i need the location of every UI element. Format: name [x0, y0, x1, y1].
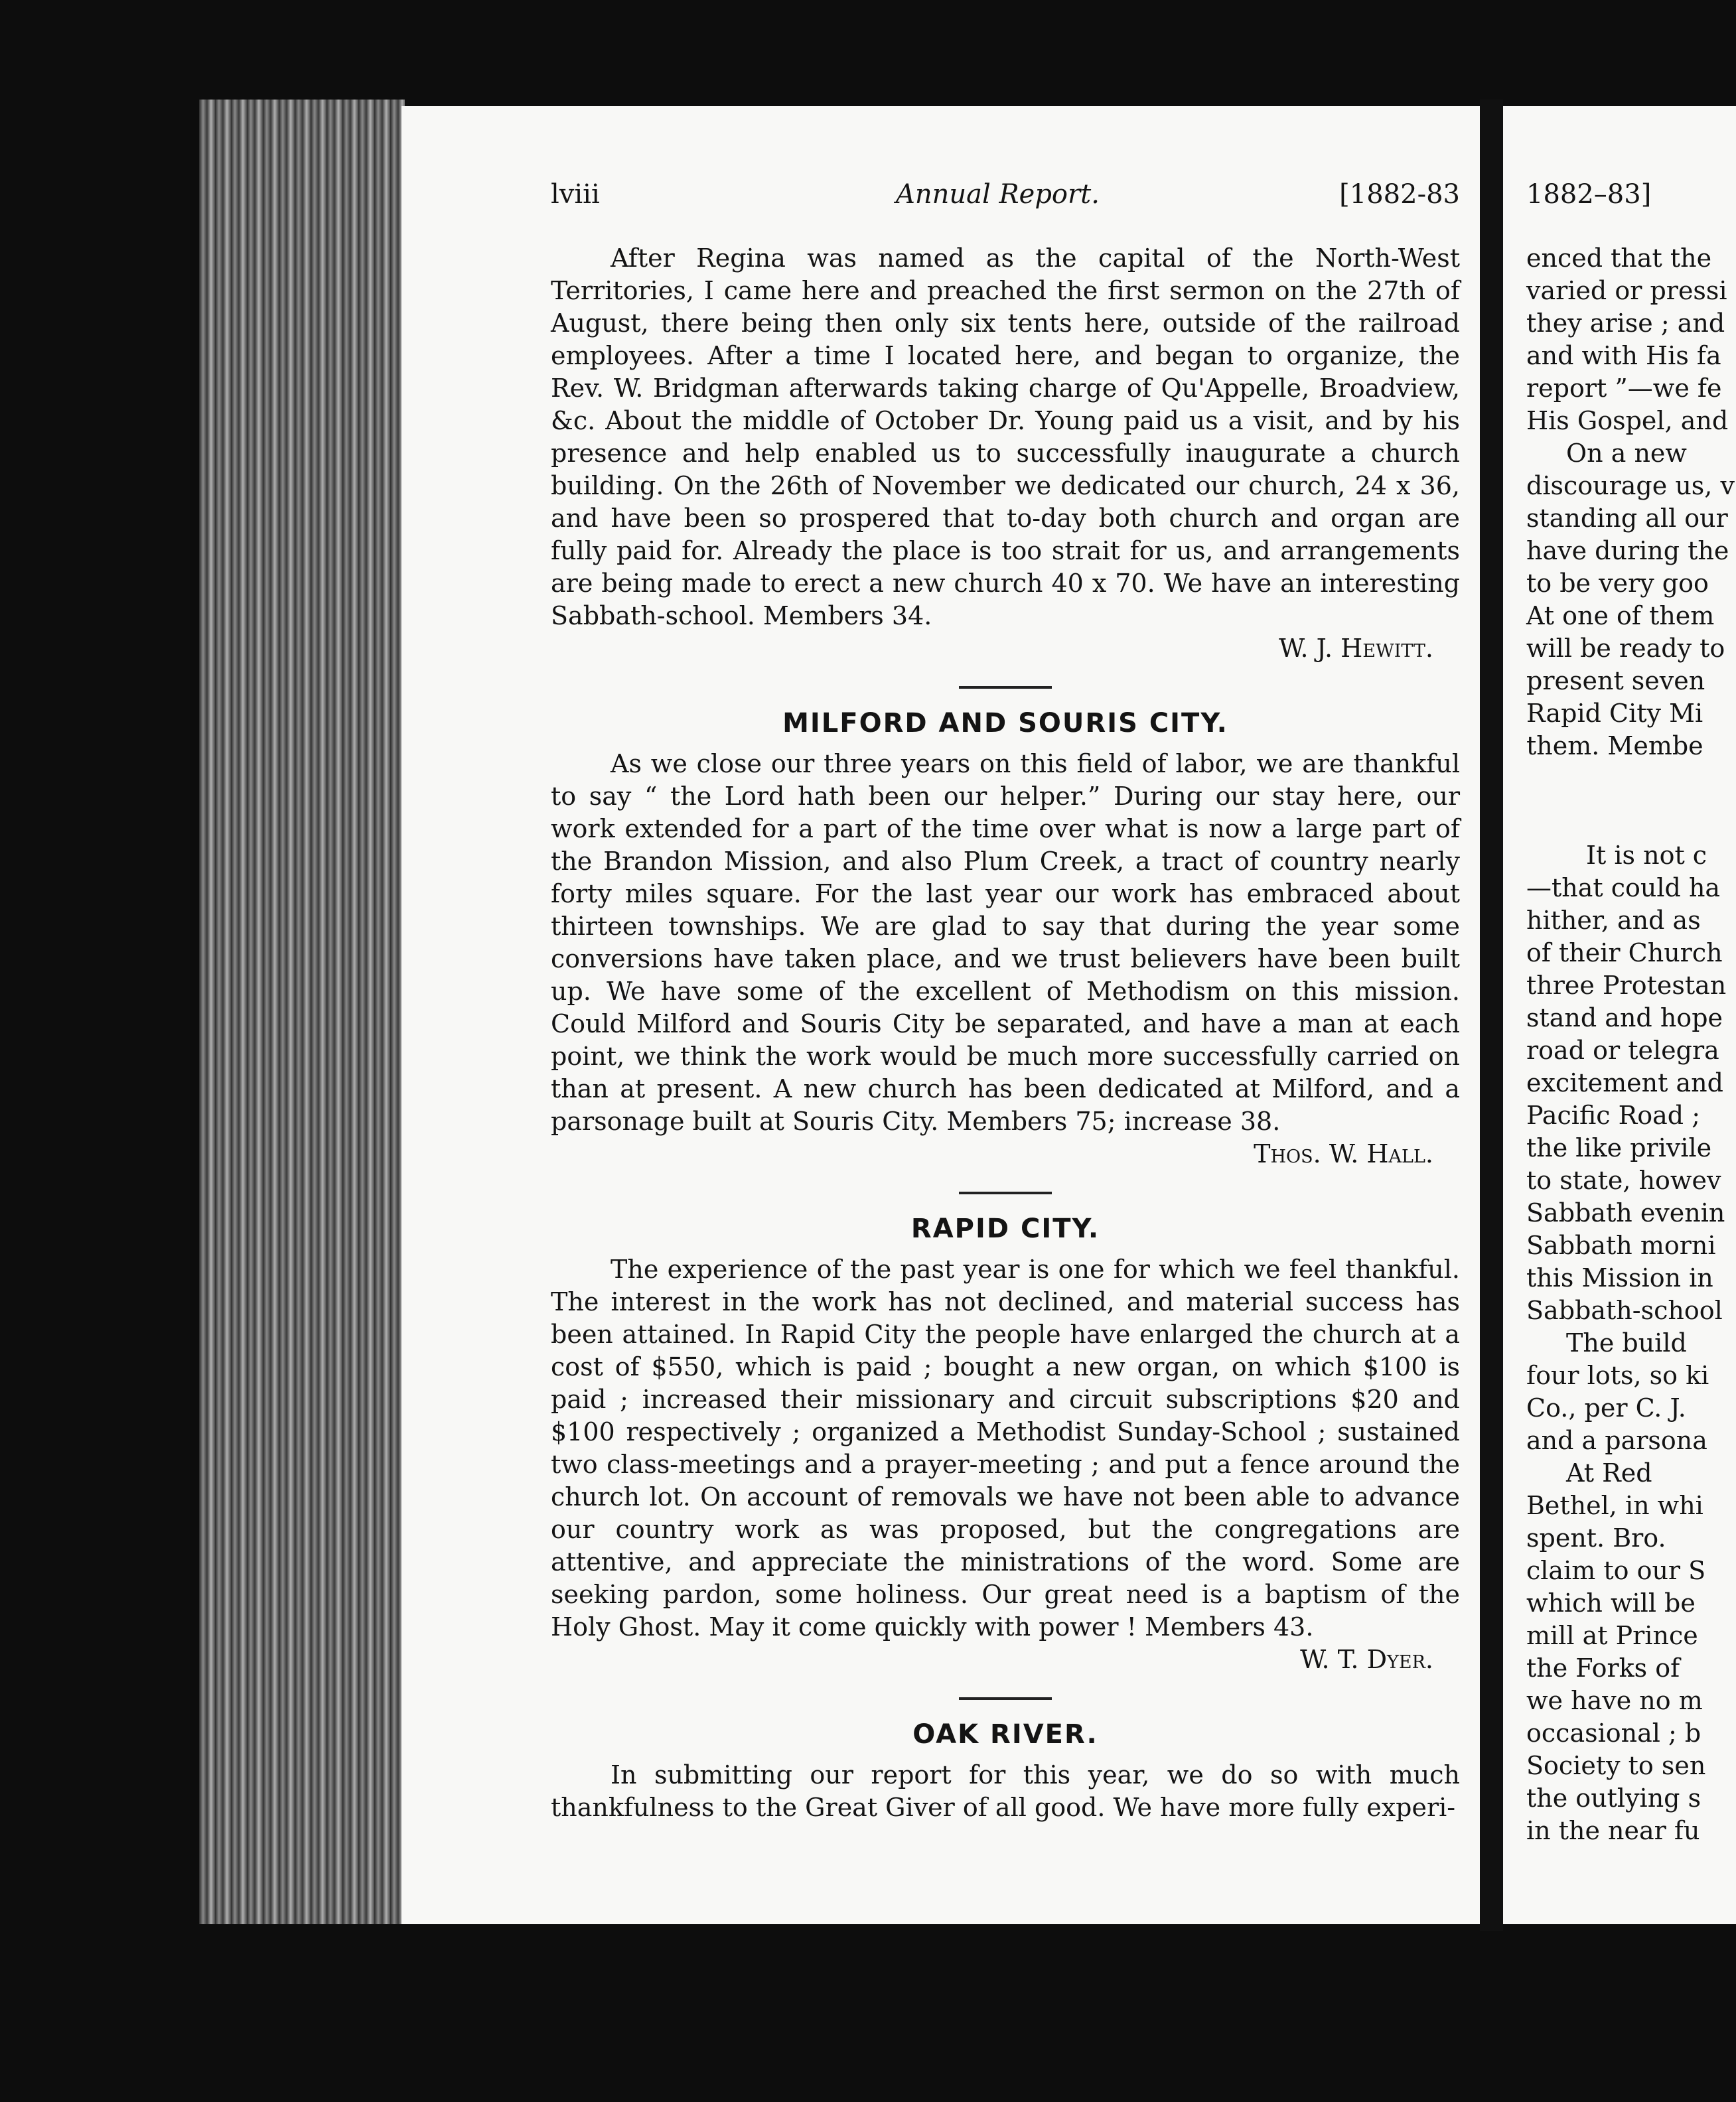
right-line: Sabbath evenin [1526, 1198, 1725, 1227]
right-line: On a new [1566, 439, 1687, 468]
right-line: we have no m [1526, 1686, 1703, 1715]
right-line: to be very goo [1526, 569, 1709, 598]
right-line: mill at Prince [1526, 1621, 1698, 1650]
right-line: the Forks of [1526, 1653, 1680, 1683]
book-page-edges [199, 100, 405, 1924]
section-text-rapid-city: The experience of the past year is one for which we feel thankful. The interest in the work has not declined, and material success has been attained. In Rapid City the people have enlarged the church at a cost of $550, which is paid ; bought a new organ, on which $100 is paid ; increased their missionary and circuit subscriptions $20 and $100 respectively ; organized a Methodist Sunday-School ; sustained two class-meetings and a prayer-meeting ; and put a fence around the church lot. On account of removals we have not been able to advance our country work as was proposed, but the congregations are attentive, and appreciate the ministrations of the word. Some are seeking pardon, some holiness. Our great need is a baptism of the Holy Ghost. May it come quickly with power ! Members 43. [551, 1255, 1460, 1642]
book-gutter [1480, 100, 1503, 1931]
right-line: report ”—we fe [1526, 374, 1722, 403]
right-line: road or telegra [1526, 1036, 1719, 1065]
right-line: spent. Bro. [1526, 1523, 1666, 1553]
right-page-year: 1882–83] [1526, 179, 1652, 210]
right-line: of their Church [1526, 938, 1723, 967]
section-divider [959, 686, 1052, 689]
section-signature-rapid-city: W. T. Dyer. [1300, 1645, 1433, 1674]
page-year: [1882-83 [1339, 179, 1460, 210]
right-line: The build [1566, 1328, 1687, 1358]
right-line: standing all our [1526, 504, 1728, 533]
right-line: three Protestan [1526, 971, 1727, 1000]
section-heading-rapid-city: RAPID CITY. [910, 1214, 1100, 1244]
right-line: the outlying s [1526, 1784, 1701, 1813]
right-line: present seven [1526, 666, 1705, 695]
section-text-milford: As we close our three years on this field of labor, we are thankful to say “ the Lord hath been our helper.” During our stay here, our work extended for a part of the time over what is now a large part of the Brandon Mission, and also Plum Creek, a tract of country nearly forty miles square. For the last year our work has embraced about thirteen townships. We are glad to say that during the year some conversions have taken place, and we trust believers have been built up. We have some of the excellent of Methodism on this mission. Could Milford and Souris City be separated, and have a man at each point, we think the work would be much more successfully carried on than at present. A new church has been dedicated at Milford, and a parsonage built at Souris City. Members 75; increase 38. [551, 749, 1460, 1136]
running-title: Annual Report. [896, 179, 1100, 210]
right-line: Bethel, in whi [1526, 1491, 1703, 1520]
right-line: which will be [1526, 1588, 1696, 1618]
right-line: Sabbath morni [1526, 1231, 1716, 1260]
right-line: Sabbath-school [1526, 1296, 1723, 1325]
right-line: varied or pressi [1526, 276, 1727, 305]
right-line: stand and hope [1526, 1003, 1723, 1032]
right-line: Society to sen [1526, 1751, 1706, 1780]
section-signature-milford: Thos. W. Hall. [1254, 1139, 1433, 1168]
right-line: hither, and as [1526, 906, 1701, 935]
section-text-oak-river: In submitting our report for this year, we do so with much thankfulness to the Great Giver of all good. We have more fully experi- [551, 1760, 1460, 1822]
left-page-header [551, 179, 1460, 219]
right-line: claim to our S [1526, 1556, 1706, 1585]
right-line: the like privile [1526, 1133, 1712, 1162]
right-line: enced that the [1526, 244, 1712, 273]
right-line: this Mission in [1526, 1263, 1713, 1293]
section-heading-oak-river: OAK RIVER. [912, 1719, 1098, 1750]
right-line: Pacific Road ; [1526, 1101, 1701, 1130]
opening-paragraph: After Regina was named as the capital of the North-West Territories, I came here and preached the first sermon on the 27th of August, there being then only six tents here, outside of the railroad employees. After a time I located here, and began to organize, the Rev. W. Bridgman afterwards taking charge of Qu'Appelle, Broadview, &c. About the middle of October Dr. Young paid us a visit, and by his presence and help enabled us to successfully inaugurate a church building. On the 26th of November we dedicated our church, 24 x 36, and have been so prospered that to-day both church and organ are fully paid for. Already the place is too strait for us, and arrangements are being made to erect a new church 40 x 70. We have an interesting Sabbath-school. Members 34. [551, 244, 1460, 630]
left-column [551, 242, 1460, 1824]
right-line: occasional ; b [1526, 1718, 1701, 1748]
section-heading-milford: MILFORD AND SOURIS CITY. [782, 708, 1228, 738]
right-line: and with His fa [1526, 341, 1721, 370]
right-line: discourage us, v [1526, 471, 1735, 500]
right-line: excitement and [1526, 1068, 1723, 1097]
right-line: It is not c [1586, 841, 1707, 870]
right-line: At Red [1566, 1458, 1652, 1488]
right-line: will be ready to [1526, 634, 1725, 663]
section-divider [959, 1192, 1052, 1194]
right-line: in the near fu [1526, 1816, 1700, 1845]
right-line: them. Membe [1526, 731, 1703, 760]
right-line: they arise ; and [1526, 309, 1725, 338]
section-divider [959, 1697, 1052, 1700]
opening-signature: W. J. Hewitt. [1279, 634, 1433, 663]
right-line: At one of them [1526, 601, 1715, 630]
right-line: and a parsona [1526, 1426, 1707, 1455]
right-line: Rapid City Mi [1526, 699, 1703, 728]
right-line: His Gospel, and [1526, 406, 1729, 435]
right-line: four lots, so ki [1526, 1361, 1709, 1390]
right-column-bottom [1526, 839, 1736, 1847]
right-line: to state, howev [1526, 1166, 1721, 1195]
page-number: lviii [551, 179, 600, 210]
right-line: —that could ha [1526, 873, 1721, 902]
right-column-top [1526, 242, 1736, 762]
right-line: have during the [1526, 536, 1729, 565]
right-line: Co., per C. J. [1526, 1393, 1686, 1423]
